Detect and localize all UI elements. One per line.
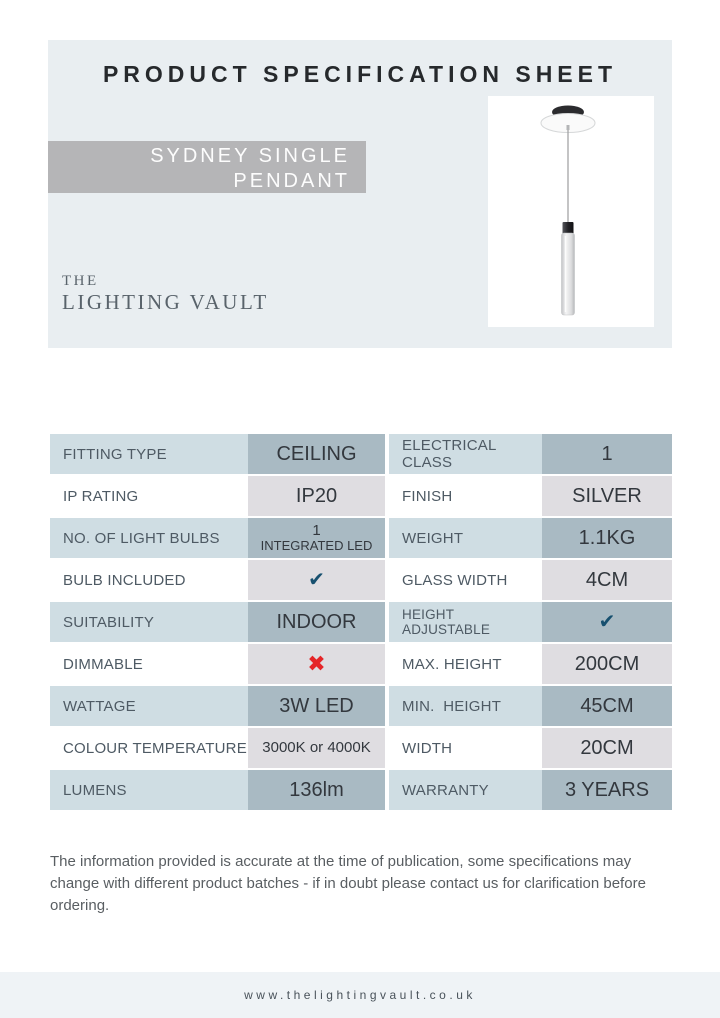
- table-row: [389, 518, 672, 558]
- spec-table-right: [389, 434, 672, 810]
- check-icon: ✔: [248, 560, 385, 600]
- spec-value-line1: 1: [312, 522, 321, 540]
- spec-label: HEIGHT ADJUSTABLE: [389, 602, 542, 642]
- spec-label: WARRANTY: [389, 770, 542, 810]
- spec-label: LUMENS: [50, 770, 248, 810]
- table-row: [389, 686, 672, 726]
- table-row: [389, 728, 672, 768]
- product-name-banner: [48, 141, 366, 193]
- product-name-line2: PENDANT: [233, 170, 350, 192]
- spec-value: 136lm: [248, 770, 385, 810]
- table-row: [389, 644, 672, 684]
- spec-value: SILVER: [542, 476, 672, 516]
- spec-value: 20CM: [542, 728, 672, 768]
- brand-logo-line1: THE: [62, 273, 99, 289]
- table-row: [389, 560, 672, 600]
- spec-label: MAX. HEIGHT: [389, 644, 542, 684]
- spec-value: 3 YEARS: [542, 770, 672, 810]
- spec-value: CEILING: [248, 434, 385, 474]
- product-image: [488, 96, 654, 327]
- header-panel: [48, 40, 672, 348]
- spec-value: IP20: [248, 476, 385, 516]
- table-row: [389, 434, 672, 474]
- table-row: [50, 476, 385, 516]
- spec-value: 1: [542, 434, 672, 474]
- spec-label: MIN. HEIGHT: [389, 686, 542, 726]
- spec-label: WIDTH: [389, 728, 542, 768]
- spec-label: WATTAGE: [50, 686, 248, 726]
- spec-label: WEIGHT: [389, 518, 542, 558]
- website-url: www.thelightingvault.co.uk: [244, 988, 476, 1002]
- spec-value: INDOOR: [248, 602, 385, 642]
- table-row: [50, 560, 385, 600]
- table-row: [50, 434, 385, 474]
- table-row: [50, 770, 385, 810]
- pendant-light-icon: [488, 96, 654, 327]
- cross-icon: ✖: [248, 644, 385, 684]
- spec-label: SUITABILITY: [50, 602, 248, 642]
- table-row: [50, 602, 385, 642]
- footer-strip: [0, 972, 720, 1018]
- table-row: [50, 686, 385, 726]
- spec-value: 3000K or 4000K: [248, 728, 385, 768]
- spec-label: GLASS WIDTH: [389, 560, 542, 600]
- page-title: PRODUCT SPECIFICATION SHEET: [102, 61, 618, 87]
- spec-label: COLOUR TEMPERATURE: [50, 728, 248, 768]
- spec-value: 4CM: [542, 560, 672, 600]
- table-row: [389, 476, 672, 516]
- spec-value: 45CM: [542, 686, 672, 726]
- spec-value: 1.1KG: [542, 518, 672, 558]
- spec-label: ELECTRICAL CLASS: [389, 434, 542, 474]
- spec-label: BULB INCLUDED: [50, 560, 248, 600]
- check-icon: ✔: [542, 602, 672, 642]
- brand-logo-line2: LIGHTING VAULT: [62, 290, 269, 314]
- table-row: [389, 602, 672, 642]
- table-row: [50, 728, 385, 768]
- brand-logo: [62, 272, 269, 315]
- disclaimer-text: The information provided is accurate at the time of publication, some specifications may change with different product batches - if in doubt please contact us for clarification before ordering.: [50, 853, 646, 914]
- spec-label: NO. OF LIGHT BULBS: [50, 518, 248, 558]
- spec-value: [248, 518, 385, 558]
- table-row: [50, 518, 385, 558]
- spec-label: FINISH: [389, 476, 542, 516]
- spec-table-left: [50, 434, 385, 810]
- spec-value: 200CM: [542, 644, 672, 684]
- spec-label: FITTING TYPE: [50, 434, 248, 474]
- spec-label: DIMMABLE: [50, 644, 248, 684]
- table-row: [50, 644, 385, 684]
- table-row: [389, 770, 672, 810]
- spec-value: 3W LED: [248, 686, 385, 726]
- spec-label: IP RATING: [50, 476, 248, 516]
- product-name-line1: SYDNEY SINGLE: [150, 145, 350, 167]
- spec-value-line2: INTEGRATED LED: [260, 538, 373, 554]
